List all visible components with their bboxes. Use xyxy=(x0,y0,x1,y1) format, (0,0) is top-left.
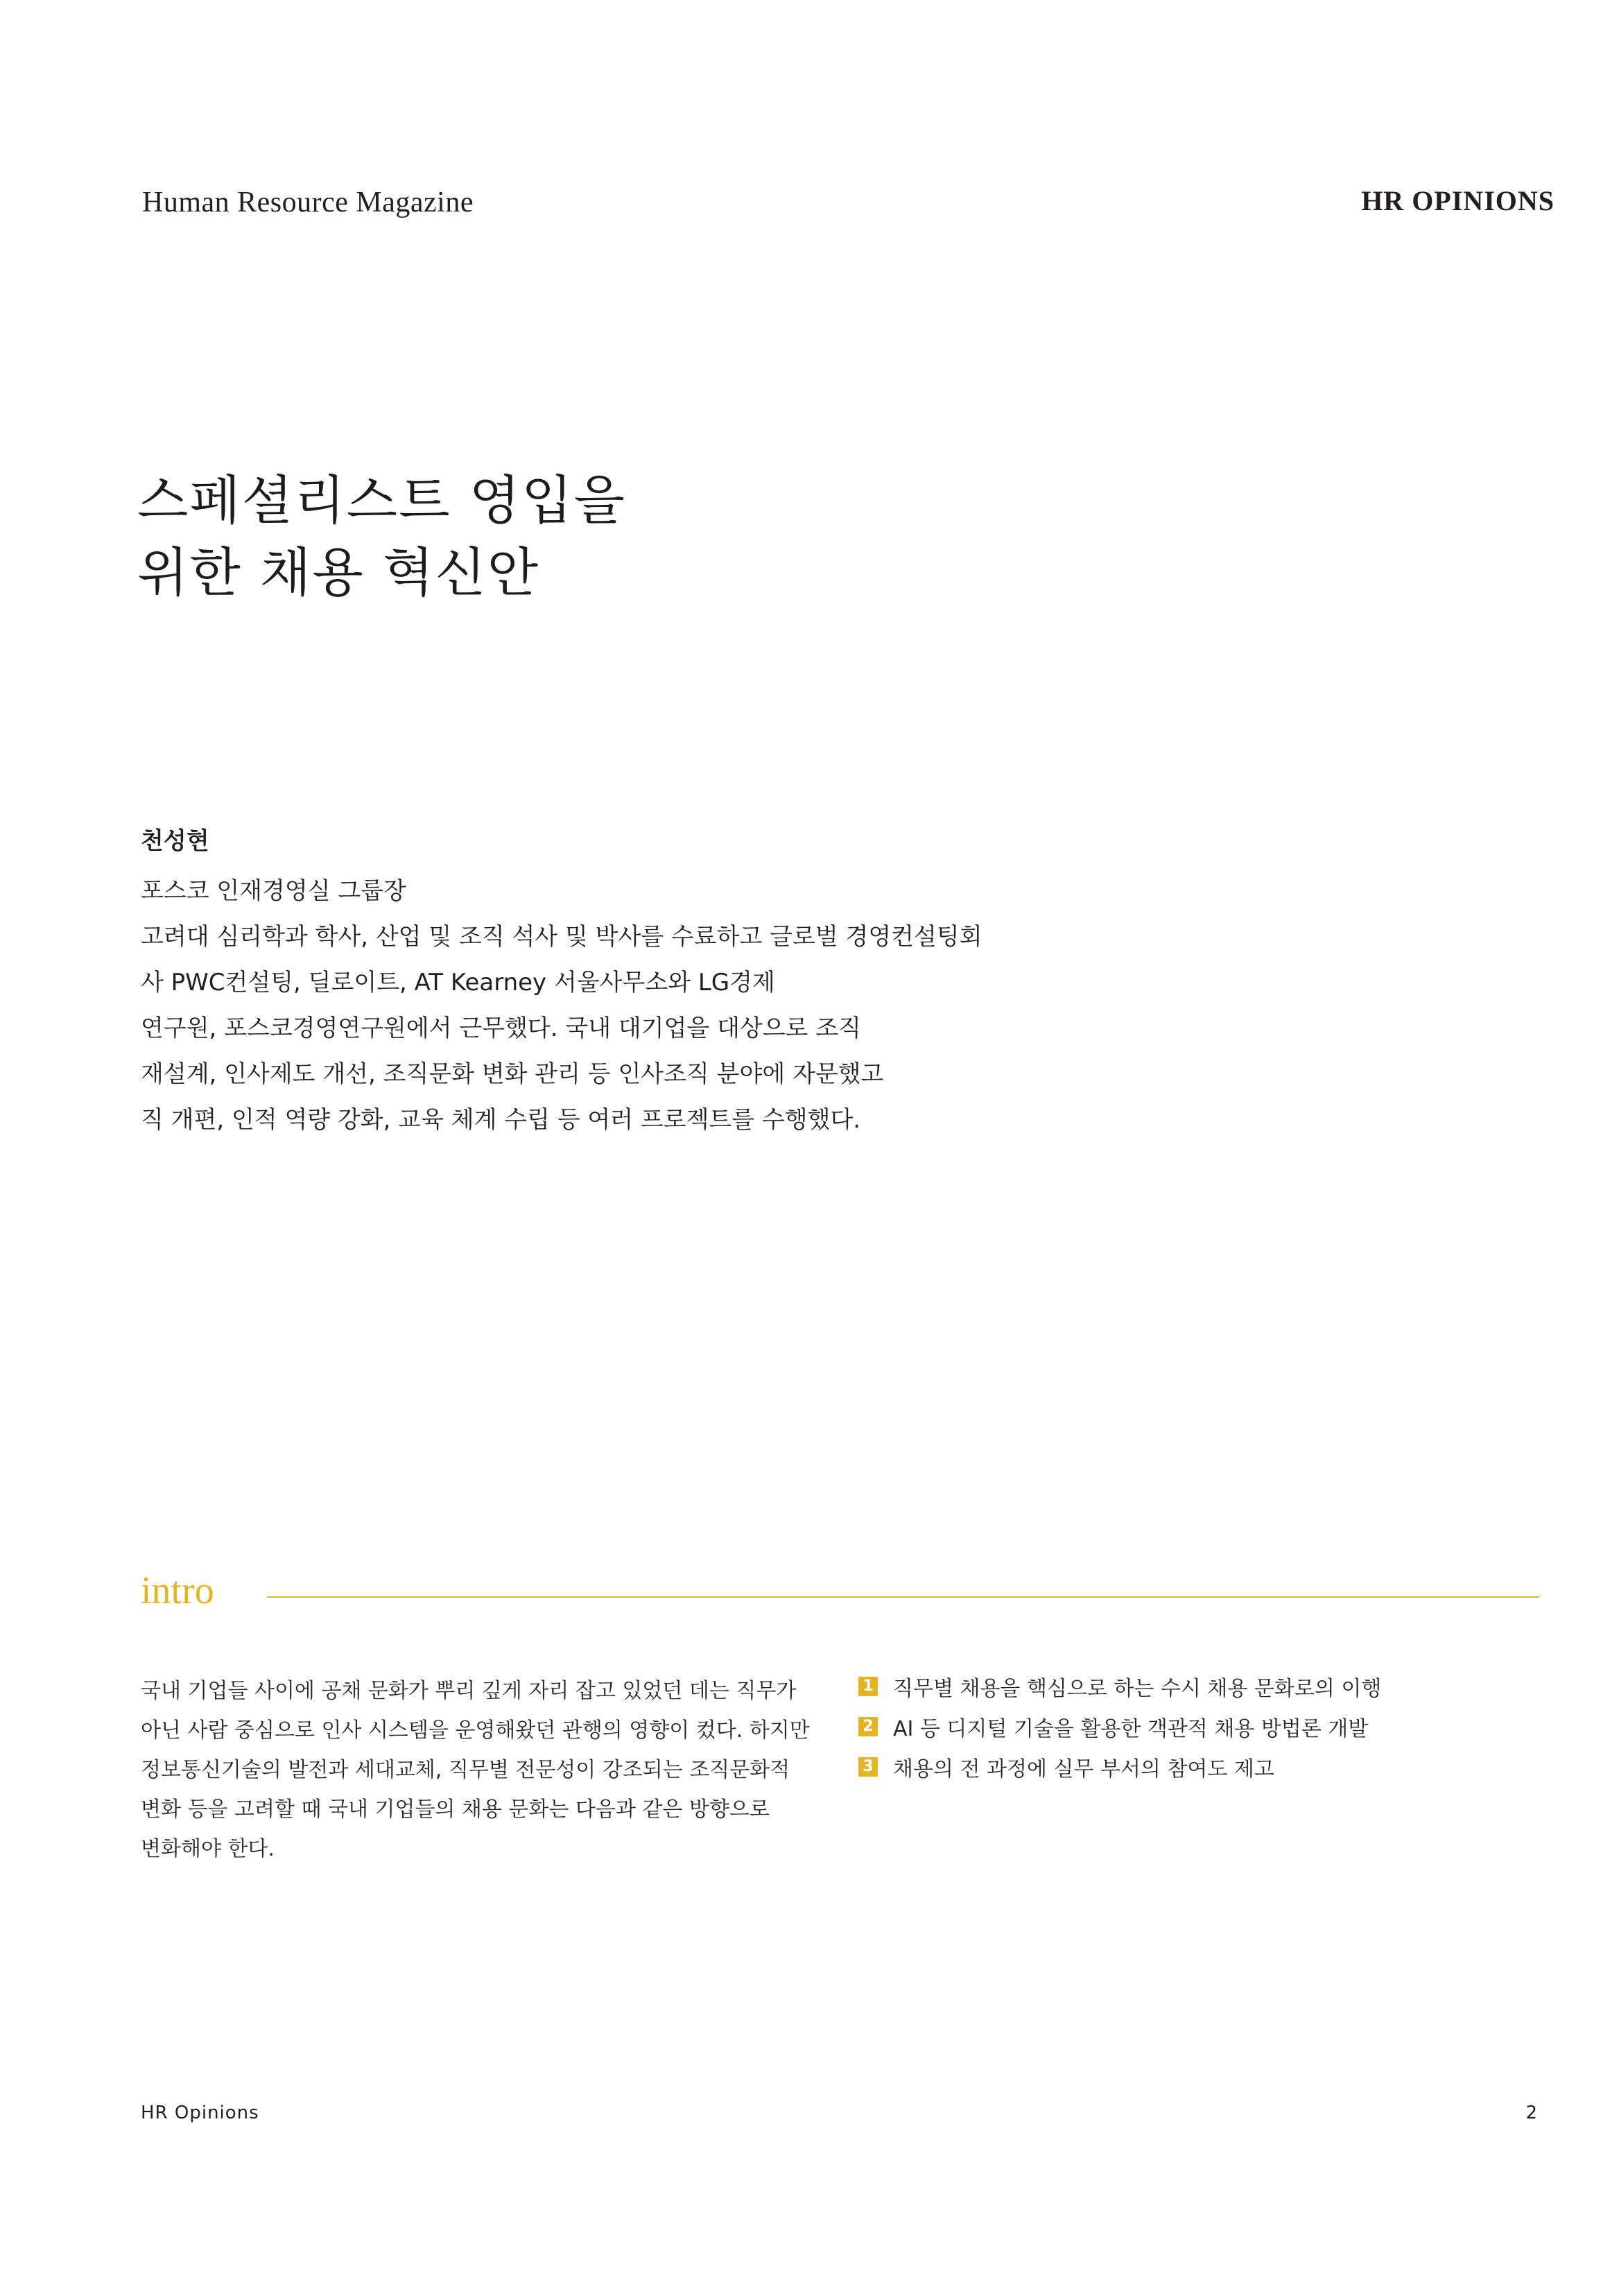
author-bio-line: 직 개편, 인적 역량 강화, 교육 체계 수립 등 여러 프로젝트를 수행했다. xyxy=(141,1106,861,1134)
section-name: HR OPINIONS xyxy=(1361,185,1555,216)
number-badge: 3 xyxy=(858,1757,878,1777)
list-item-text: 채용의 전 과정에 실무 부서의 참여도 제고 xyxy=(893,1757,1274,1781)
number-badge: 1 xyxy=(858,1677,878,1696)
article-title-line-1: 스페셜리스트 영입을 xyxy=(137,469,626,531)
page-number: 2 xyxy=(1525,2103,1537,2123)
author-bio-line: 포스코 인재경영실 그룹장 xyxy=(141,877,406,905)
intro-divider xyxy=(267,1596,1539,1598)
author-name: 천성현 xyxy=(141,827,209,855)
list-item xyxy=(858,1707,1552,1747)
article-title-line-2: 위한 채용 혁신안 xyxy=(137,542,540,603)
list-item-text: AI 등 디지털 기술을 활용한 객관적 채용 방법론 개발 xyxy=(893,1717,1369,1741)
intro-paragraph-line: 국내 기업들 사이에 공채 문화가 뿌리 깊게 자리 잡고 있었던 데는 직무가 xyxy=(141,1679,797,1703)
intro-paragraph-line: 변화해야 한다. xyxy=(141,1837,275,1861)
article-title xyxy=(137,465,626,609)
intro-paragraph-line: 아닌 사람 중심으로 인사 시스템을 운영해왔던 관행의 영향이 컸다. 하지만 xyxy=(141,1718,810,1743)
intro-paragraph-line: 정보통신기술의 발전과 세대교체, 직무별 전문성이 강조되는 조직문화적 xyxy=(141,1758,790,1782)
number-badge: 2 xyxy=(858,1717,878,1736)
author-bio-line: 사 PWC컨설팅, 딜로이트, AT Kearney 서울사무소와 LG경제 xyxy=(141,969,775,996)
list-item-text: 직무별 채용을 핵심으로 하는 수시 채용 문화로의 이행 xyxy=(893,1677,1382,1701)
author-block xyxy=(141,824,1111,1143)
list-item xyxy=(858,1747,1552,1787)
author-bio-line: 재설계, 인사제도 개선, 조직문화 변화 관리 등 인사조직 분야에 자문했고 xyxy=(141,1060,884,1088)
intro-paragraph xyxy=(141,1671,834,1869)
publication-name: Human Resource Magazine xyxy=(142,187,474,218)
author-bio-line: 연구원, 포스코경영연구원에서 근무했다. 국내 대기업을 대상으로 조직 xyxy=(141,1015,861,1042)
author-bio-line: 고려대 심리학과 학사, 산업 및 조직 석사 및 박사를 수료하고 글로벌 경영컨설팅회 xyxy=(141,923,982,951)
list-item xyxy=(858,1666,1552,1707)
intro-heading: intro xyxy=(141,1569,214,1612)
intro-paragraph-line: 변화 등을 고려할 때 국내 기업들의 채용 문화는 다음과 같은 방향으로 xyxy=(141,1797,770,1822)
footer-section-name: HR Opinions xyxy=(141,2103,259,2123)
intro-key-points xyxy=(858,1666,1552,1787)
